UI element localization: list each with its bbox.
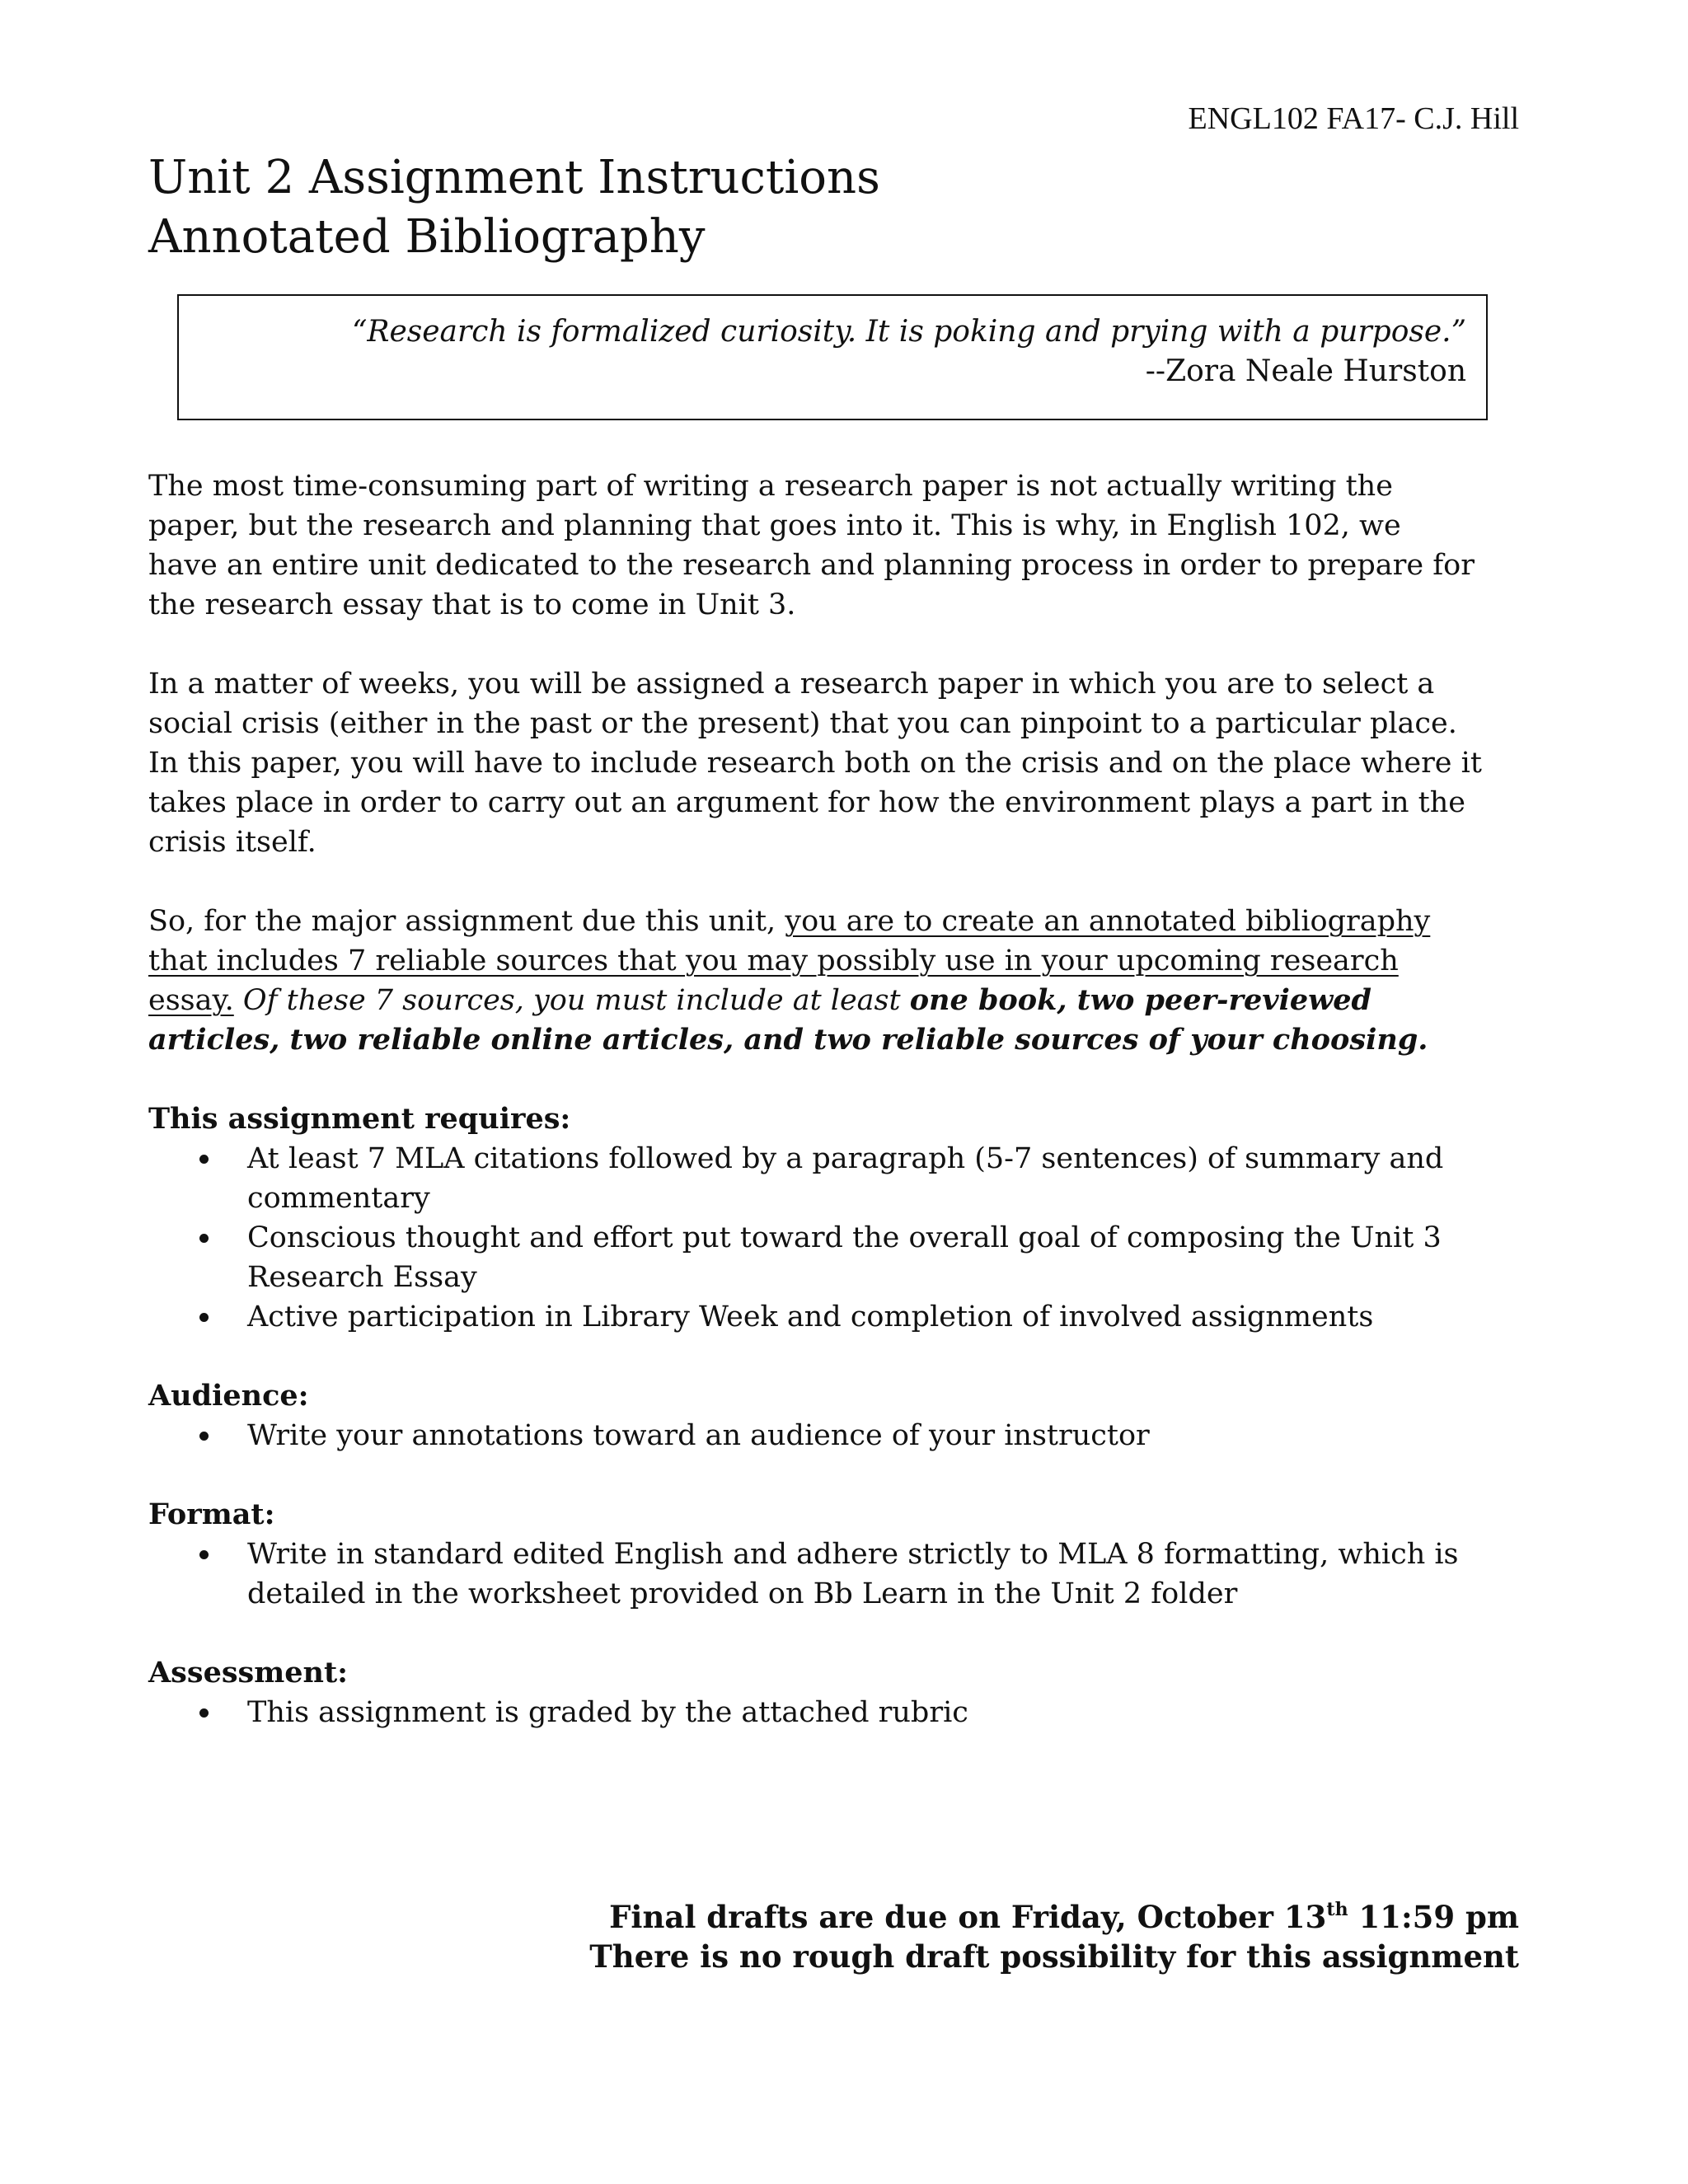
list-item [148,1297,1550,1337]
list-item-line: Research Essay [247,1261,477,1294]
quote-text: “Research is formalized curiosity. It is poking and prying with a purpose.” [351,315,1466,349]
list-item [148,1139,1550,1218]
title-line-2: Annotated Bibliography [148,210,706,264]
quote-box [177,294,1488,420]
bullet-icon [199,1708,209,1718]
requires-heading: This assignment requires: [148,1102,571,1136]
paragraph-line: have an entire unit dedicated to the research and planning process in order to prepare for [148,549,1475,582]
title-line-1: Unit 2 Assignment Instructions [148,151,880,204]
intro-paragraph-1 [148,466,1541,625]
list-item [148,1693,1550,1732]
paragraph-line [148,981,1541,1020]
p3-italic: Of these 7 sources, you must include at least [233,984,910,1017]
paragraph-line: takes place in order to carry out an argument for how the environment plays a part in the [148,786,1466,819]
requires-list [148,1139,1550,1337]
course-header: ENGL102 FA17- C.J. Hill [1188,101,1519,136]
bullet-icon [199,1155,209,1164]
list-item-line: commentary [247,1182,430,1215]
due-date-lead: Final drafts are due on Friday, October 13 [609,1899,1327,1935]
paragraph-line: the research essay that is to come in Unit 3. [148,588,796,621]
list-item-line: Conscious thought and effort put toward the overall goal of composing the Unit 3 [247,1221,1442,1254]
format-heading: Format: [148,1497,275,1531]
audience-list [148,1416,1550,1455]
paragraph-line: In this paper, you will have to include research both on the crisis and on the place where it [148,747,1482,780]
list-item [148,1535,1550,1614]
list-item-line: detailed in the worksheet provided on Bb Learn in the Unit 2 folder [247,1577,1238,1610]
no-rough-draft-note: There is no rough draft possibility for this assignment [589,1938,1519,1975]
paragraph-line: crisis itself. [148,826,316,859]
list-item [148,1416,1550,1455]
intro-paragraph-2 [148,664,1541,862]
due-date-ordinal: th [1326,1898,1348,1920]
list-item-line: At least 7 MLA citations followed by a paragraph (5-7 sentences) of summary and [247,1142,1444,1175]
bullet-icon [199,1234,209,1243]
bullet-icon [199,1550,209,1559]
format-list [148,1535,1550,1614]
list-item [148,1218,1550,1297]
audience-heading: Audience: [148,1379,309,1413]
paragraph-line: The most time-consuming part of writing a research paper is not actually writing the [148,470,1393,503]
p3-underline-1: you are to create an annotated bibliography [785,905,1431,938]
p3-underline-2: that includes 7 reliable sources that you may possibly use in your upcoming research [148,944,1399,977]
paragraph-line: In a matter of weeks, you will be assigned a research paper in which you are to select a [148,668,1435,701]
list-item-line: This assignment is graded by the attached rubric [247,1696,968,1729]
assessment-list [148,1693,1550,1732]
list-item-line: Write your annotations toward an audience of your instructor [247,1419,1150,1452]
bullet-icon [199,1432,209,1441]
paragraph-line [148,902,1541,941]
assessment-heading: Assessment: [148,1656,349,1690]
bullet-icon [199,1313,209,1322]
list-item-line: Active participation in Library Week and completion of involved assignments [247,1301,1374,1333]
page-title [148,148,1385,267]
p3-underline-3: essay. [148,984,234,1017]
p3-lead: So, for the major assignment due this unit, [148,905,785,938]
list-item-line: Write in standard edited English and adhere strictly to MLA 8 formatting, which is [247,1538,1459,1571]
p3-bold-italic-1: one book, two peer-reviewed [909,983,1372,1017]
paragraph-line: social crisis (either in the past or the present) that you can pinpoint to a particular place. [148,707,1457,740]
due-date-line [609,1897,1519,1937]
intro-paragraph-3 [148,902,1541,1060]
quote-author: --Zora Neale Hurston [1145,354,1466,388]
due-date-time: 11:59 pm [1348,1899,1519,1935]
paragraph-line: paper, but the research and planning that goes into it. This is why, in English 102, we [148,509,1401,542]
p3-bold-italic-2: articles, two reliable online articles, and two reliable sources of your choosing. [148,1023,1428,1057]
